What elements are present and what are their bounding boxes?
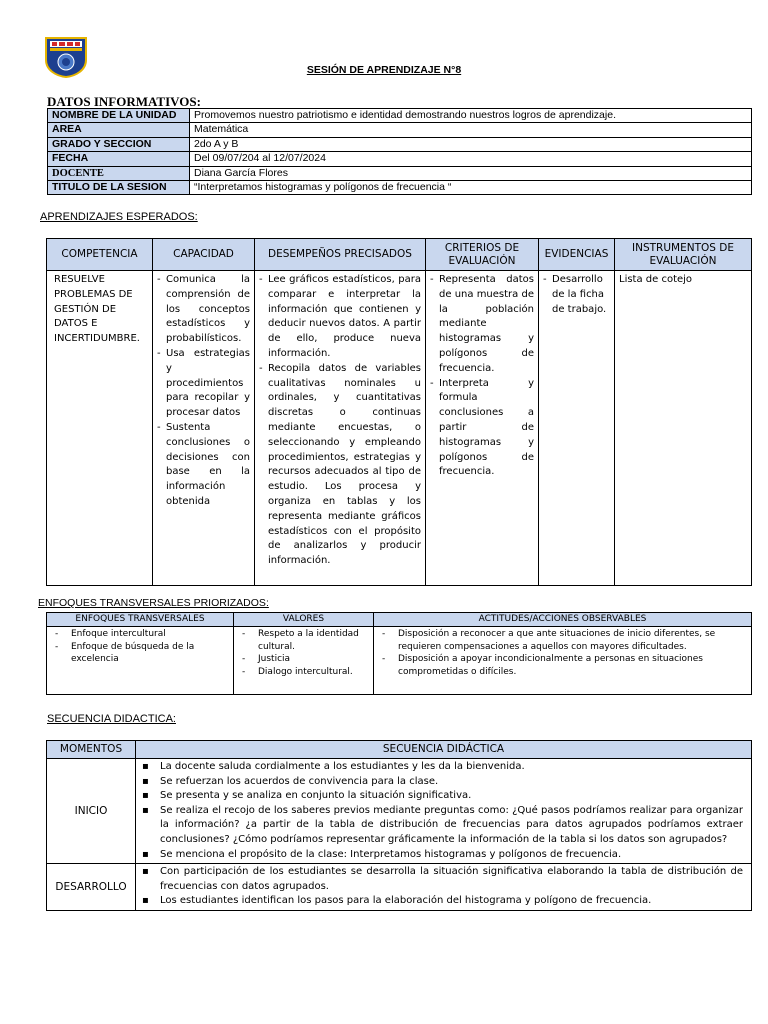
list-item: - Justicia	[240, 653, 367, 666]
list-item: - Lee gráficos estadísticos, para comparar e interpretar la información que contienen y deducir nuevos datos. A partir de ello, produce nueva información.	[259, 273, 421, 362]
list-item: - Comunica la comprensión de los conceptos estadísticos y probabilísticos.	[157, 273, 250, 347]
info-value: Del 09/07/204 al 12/07/2024	[190, 152, 752, 166]
column-header: ENFOQUES TRANSVERSALES	[47, 613, 234, 627]
valores-cell	[234, 627, 374, 695]
document-title: SESIÓN DE APRENDIZAJE N°8	[306, 64, 462, 76]
column-header: ACTITUDES/ACCIONES OBSERVABLES	[374, 613, 752, 627]
column-header: CAPACIDAD	[153, 239, 255, 271]
desempenos-cell	[255, 271, 426, 586]
enfoques-title: ENFOQUES TRANSVERSALES PRIORIZADOS:	[38, 597, 269, 609]
info-value: “Interpretamos histogramas y polígonos de frecuencia “	[190, 181, 752, 195]
table-row	[47, 759, 752, 864]
momento-desarrollo: DESARROLLO	[47, 864, 136, 911]
column-header: INSTRUMENTOS DE EVALUACIÓN	[615, 239, 752, 271]
info-key: DOCENTE	[48, 166, 190, 180]
list-item: ▪ Los estudiantes identifican los pasos para la elaboración del histograma y polígono de frecuencia.	[142, 894, 743, 909]
table-row	[48, 166, 752, 180]
list-item: ▪ Se menciona el propósito de la clase: Interpretamos histogramas y polígonos de frecuencia.	[142, 848, 743, 863]
column-header: EVIDENCIAS	[539, 239, 615, 271]
column-header: SECUENCIA DIDÁCTICA	[136, 741, 752, 759]
list-item: - Enfoque intercultural	[53, 628, 227, 641]
column-header: COMPETENCIA	[47, 239, 153, 271]
table-row	[47, 627, 752, 695]
enfoques-table	[46, 612, 752, 695]
table-row	[48, 137, 752, 151]
list-item: - Representa datos de una muestra de la población mediante histogramas y polígonos de frecuencia.	[430, 273, 534, 377]
list-item: - Respeto a la identidad cultural.	[240, 628, 367, 653]
datos-informativos-table	[47, 108, 752, 195]
list-item: - Desarrollo de la ficha de trabajo.	[543, 273, 610, 317]
column-header: DESEMPEÑOS PRECISADOS	[255, 239, 426, 271]
table-header-row	[47, 741, 752, 759]
column-header: VALORES	[234, 613, 374, 627]
list-item: ▪ Se refuerzan los acuerdos de convivencia para la clase.	[142, 775, 743, 790]
instrumentos-cell	[615, 271, 752, 586]
list-item: ▪ La docente saluda cordialmente a los estudiantes y les da la bienvenida.	[142, 760, 743, 775]
evidencias-cell	[539, 271, 615, 586]
list-item: ▪ Se presenta y se analiza en conjunto la situación significativa.	[142, 789, 743, 804]
table-header-row	[47, 239, 752, 271]
list-item: ▪ Se realiza el recojo de los saberes previos mediante preguntas como: ¿Qué pasos podríamos realizar para organizar la información? ¿a partir de la tabla de distribución de frecuencias para datos agrupados podríamos extraer conclusiones? ¿Cómo podríamos representar gráficamente la información de la tabla si los datos son agrupados?	[142, 804, 743, 848]
list-item: - Enfoque de búsqueda de la excelencia	[53, 641, 227, 666]
info-value: Diana García Flores	[190, 166, 752, 180]
column-header: MOMENTOS	[47, 741, 136, 759]
aprendizajes-table	[46, 238, 752, 586]
info-key: NOMBRE DE LA UNIDAD	[48, 109, 190, 123]
enfoques-cell	[47, 627, 234, 695]
table-row	[48, 109, 752, 123]
actitudes-cell	[374, 627, 752, 695]
table-row	[48, 181, 752, 195]
list-item: - Disposición a reconocer a que ante situaciones de inicio diferentes, se requieren compensaciones a aquellos con mayores dificultades.	[380, 628, 745, 653]
list-item: - Interpreta y formula conclusiones a partir de histogramas y polígonos de frecuencia.	[430, 377, 534, 481]
aprendizajes-title: APRENDIZAJES ESPERADOS:	[40, 211, 198, 223]
competencia-cell	[47, 271, 153, 586]
secuencia-table	[46, 740, 752, 911]
info-value: Promovemos nuestro patriotismo e identidad demostrando nuestros logros de aprendizaje.	[190, 109, 752, 123]
list-item: ▪ Con participación de los estudiantes se desarrolla la situación significativa elaborando la tabla de distribución de frecuencias con datos agrupados.	[142, 865, 743, 894]
list-item: - Dialogo intercultural.	[240, 666, 367, 679]
capacidad-cell	[153, 271, 255, 586]
momento-inicio: INICIO	[47, 759, 136, 864]
table-row	[48, 152, 752, 166]
table-header-row	[47, 613, 752, 627]
list-item: - Usa estrategias y procedimientos para recopilar y procesar datos	[157, 347, 250, 421]
list-item: - Sustenta conclusiones o decisiones con base en la información obtenida	[157, 421, 250, 510]
inicio-content	[136, 759, 752, 864]
instrumento-text: Lista de cotejo	[619, 274, 693, 285]
info-key: FECHA	[48, 152, 190, 166]
column-header: CRITERIOS DE EVALUACIÓN	[426, 239, 539, 271]
info-key: TITULO DE LA SESION	[48, 181, 190, 195]
info-value: Matemática	[190, 123, 752, 137]
info-key: GRADO Y SECCION	[48, 137, 190, 151]
secuencia-title: SECUENCIA DIDACTICA:	[47, 713, 176, 725]
table-row	[47, 864, 752, 911]
list-item: - Recopila datos de variables cualitativas nominales u ordinales, y cuantitativas discretas o continuas mediante encuestas, o seleccionando y empleando procedimientos, estrategias y recursos adecuados al tipo de estudio. Los procesa y organiza en tablas y los representa mediante gráficos estadísticos con el propósito de analizarlos y producir información.	[259, 362, 421, 569]
info-key: AREA	[48, 123, 190, 137]
table-row	[47, 271, 752, 586]
list-item: - Disposición a apoyar incondicionalmente a personas en situaciones comprometidas o difíciles.	[380, 653, 745, 678]
table-row	[48, 123, 752, 137]
criterios-cell	[426, 271, 539, 586]
desarrollo-content	[136, 864, 752, 911]
datos-informativos-title: DATOS INFORMATIVOS:	[47, 94, 201, 109]
competencia-text: RESUELVE PROBLEMAS DE GESTIÓN DE DATOS E INCERTIDUMBRE.	[54, 274, 140, 345]
info-value: 2do A y B	[190, 137, 752, 151]
